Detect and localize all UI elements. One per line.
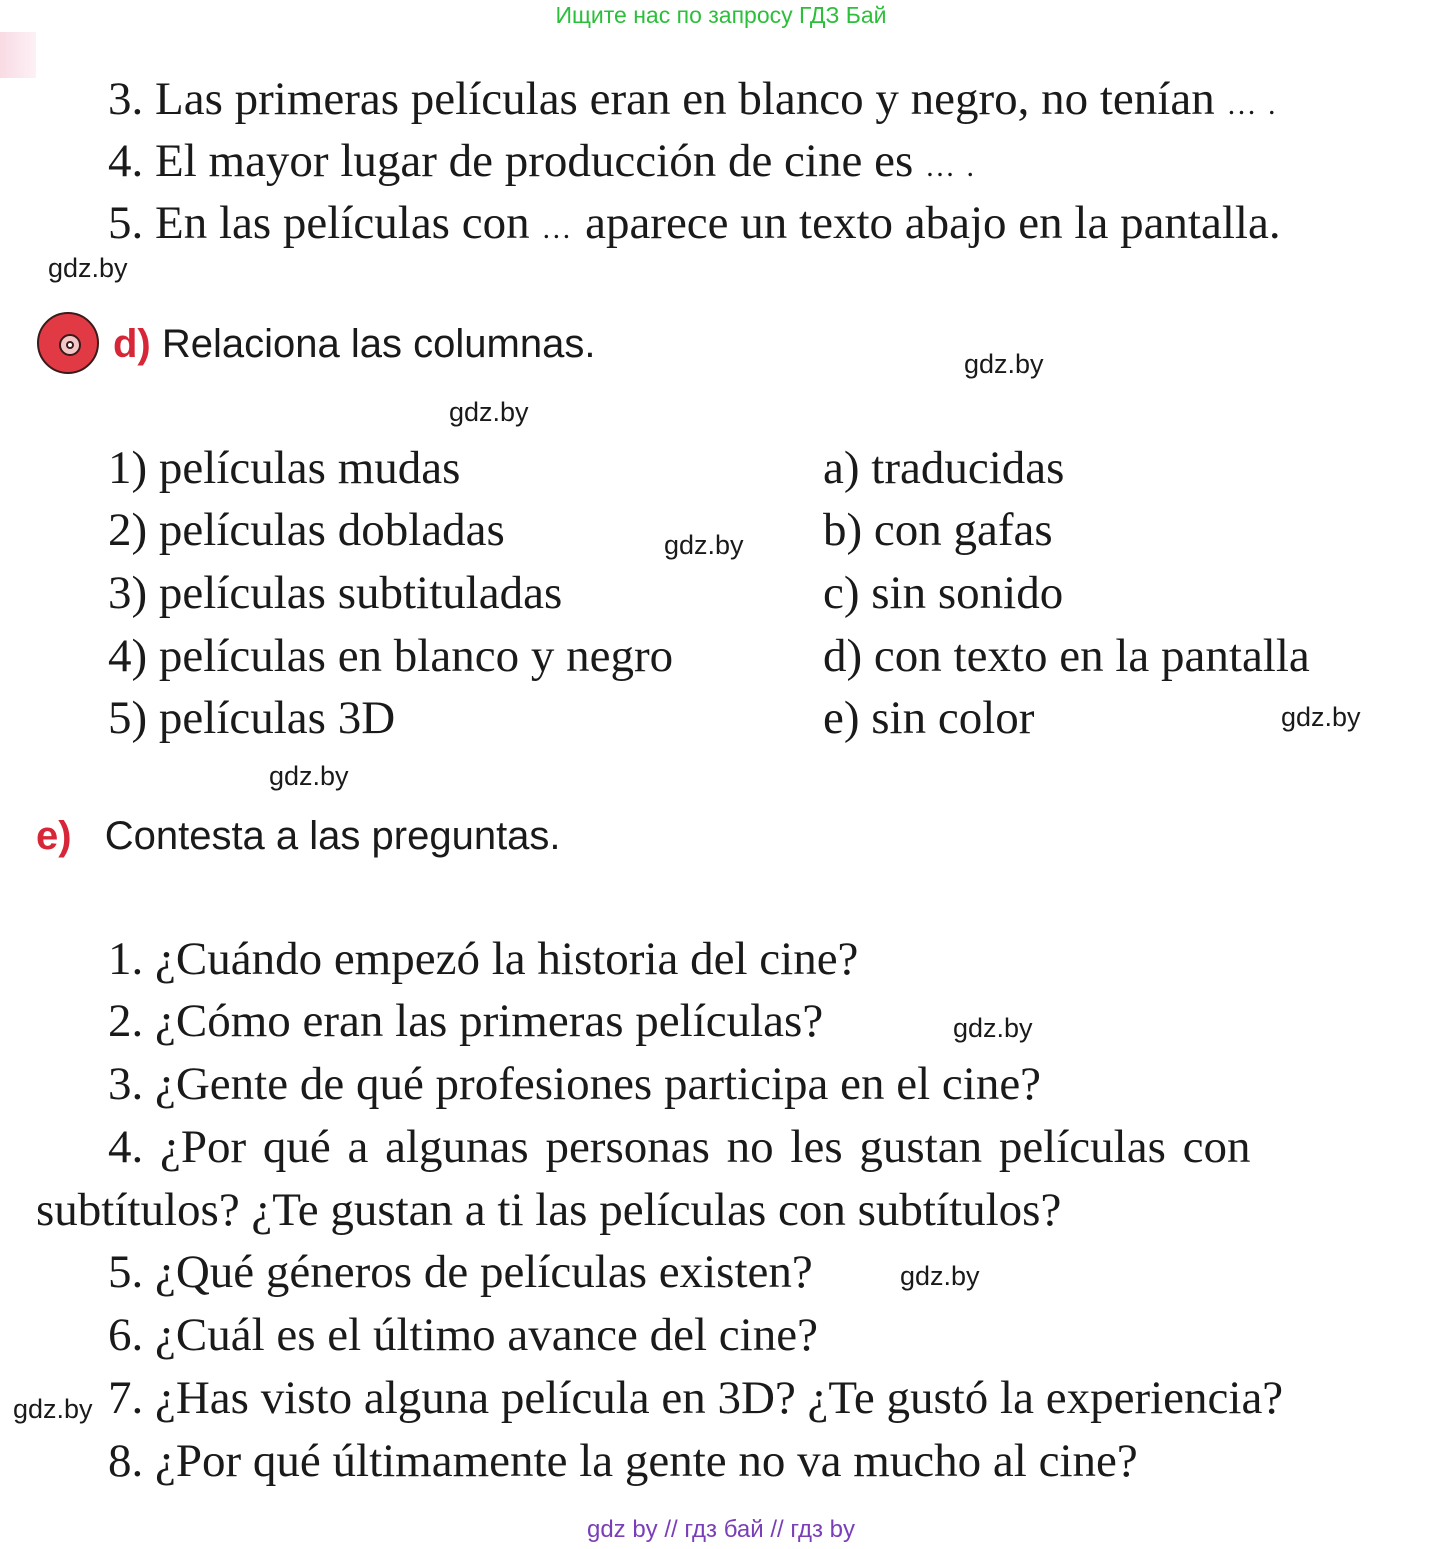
watermark: gdz.by xyxy=(900,1261,980,1291)
sentence-5 xyxy=(108,197,1281,249)
watermark: gdz.by xyxy=(13,1394,93,1424)
match-left-item: 4) películas en blanco y negro xyxy=(108,630,674,682)
section-d-title: Relaciona las columnas. xyxy=(161,322,596,366)
match-right-item: e) sin color xyxy=(823,692,1035,744)
match-left-item: 2) películas dobladas xyxy=(108,504,505,556)
watermark: gdz.by xyxy=(1281,702,1361,732)
match-left-item: 3) películas subtituladas xyxy=(108,567,563,619)
question-8: 8. ¿Por qué últimamente la gente no va mucho al cine? xyxy=(108,1435,1138,1487)
watermark: gdz.by xyxy=(269,761,349,791)
question-2: 2. ¿Cómo eran las primeras películas? xyxy=(108,995,824,1047)
section-d-heading xyxy=(113,322,595,367)
watermark: gdz.by xyxy=(449,397,529,427)
sentence-4-blank: … . xyxy=(925,150,976,183)
watermark: gdz.by xyxy=(964,349,1044,379)
match-right-item: c) sin sonido xyxy=(823,567,1064,619)
sentence-3 xyxy=(108,73,1278,125)
question-4-line-2: subtítulos? ¿Te gustan a ti las películas con subtítulos? xyxy=(36,1184,1062,1236)
sentence-3-text: 3. Las primeras películas eran en blanco y negro, no tenían xyxy=(108,73,1215,125)
sentence-4-text: 4. El mayor lugar de producción de cine es xyxy=(108,135,914,187)
question-4-line-1: 4. ¿Por qué a algunas personas no les gustan películas con xyxy=(108,1121,1251,1173)
sentence-5-after: aparece un texto abajo en la pantalla. xyxy=(585,197,1281,249)
question-3: 3. ¿Gente de qué profesiones participa en el cine? xyxy=(108,1058,1042,1110)
page-corner-tab xyxy=(0,32,36,78)
section-e-heading xyxy=(36,814,561,859)
watermark: gdz.by xyxy=(953,1013,1033,1043)
audio-disc-icon[interactable] xyxy=(37,312,99,374)
top-banner[interactable]: Ищите нас по запросу ГДЗ Бай xyxy=(555,2,887,28)
match-right-item: b) con gafas xyxy=(823,504,1053,556)
sentence-5-blank: … xyxy=(541,212,574,245)
section-d-letter: d) xyxy=(113,322,151,366)
match-left-item: 1) películas mudas xyxy=(108,442,461,494)
section-e-letter: e) xyxy=(36,814,72,858)
sentence-4 xyxy=(108,135,976,187)
question-7: 7. ¿Has visto alguna película en 3D? ¿Te gustó la experiencia? xyxy=(108,1372,1284,1424)
sentence-5-before: 5. En las películas con xyxy=(108,197,530,249)
match-right-item: a) traducidas xyxy=(823,442,1065,494)
question-1: 1. ¿Cuándo empezó la historia del cine? xyxy=(108,933,859,985)
match-right-item: d) con texto en la pantalla xyxy=(823,630,1310,682)
question-5: 5. ¿Qué géneros de películas existen? xyxy=(108,1246,813,1298)
watermark: gdz.by xyxy=(664,530,744,560)
sentence-3-blank: … . xyxy=(1226,88,1278,121)
match-left-item: 5) películas 3D xyxy=(108,692,396,744)
question-6: 6. ¿Cuál es el último avance del cine? xyxy=(108,1309,818,1361)
section-e-title: Contesta a las preguntas. xyxy=(104,814,561,858)
watermark: gdz.by xyxy=(48,253,128,283)
footer-links[interactable]: gdz by // гдз бай // гдз by xyxy=(586,1516,856,1543)
